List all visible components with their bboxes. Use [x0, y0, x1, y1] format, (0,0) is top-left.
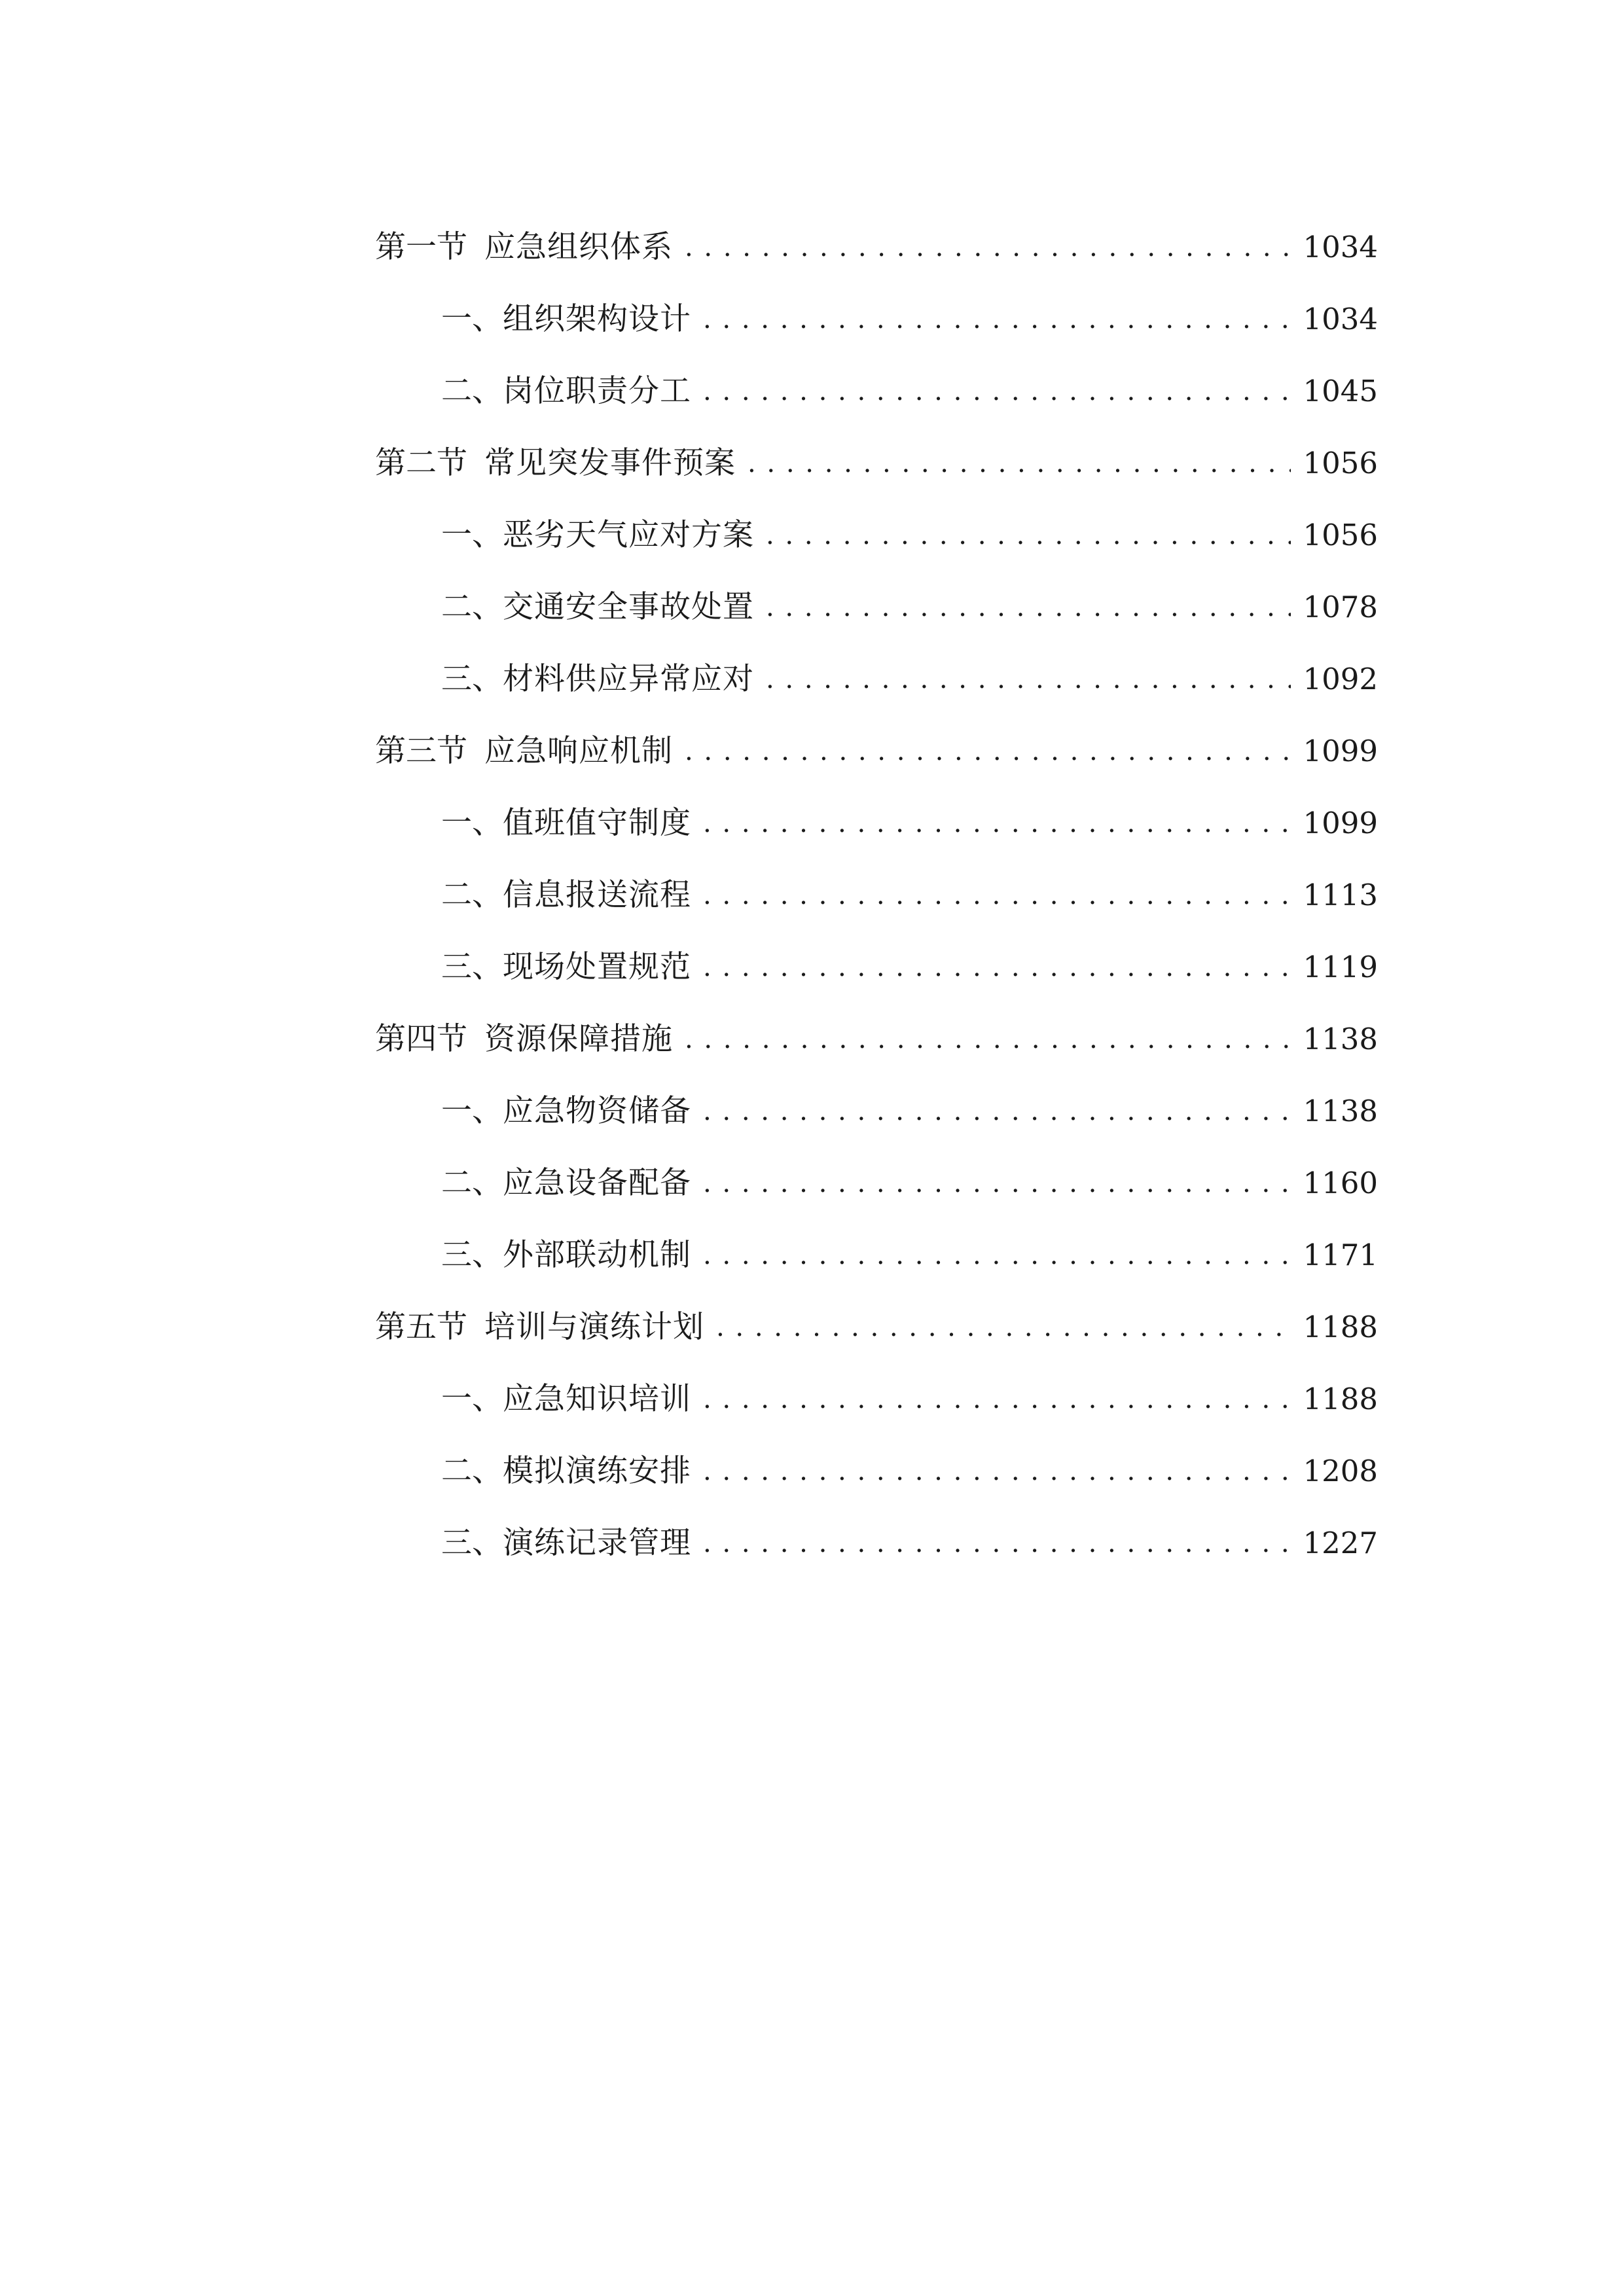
- toc-entry-number: 一、: [441, 1381, 503, 1417]
- toc-section-entry[interactable]: [375, 1274, 1378, 1346]
- toc-dot-leader: [766, 517, 1291, 554]
- toc-section-entry[interactable]: [375, 986, 1378, 1058]
- toc-entry-number: 第一节: [375, 229, 467, 265]
- toc-entry-title: 组织架构设计: [503, 301, 691, 337]
- toc-entry-number: 三、: [441, 661, 503, 697]
- toc-dot-leader: [685, 733, 1291, 770]
- toc-entry-page-number: 1056: [1303, 446, 1378, 480]
- toc-entry-title: 应急设备配备: [503, 1165, 691, 1201]
- toc-dot-leader: [748, 445, 1291, 482]
- toc-entry-title: 应急响应机制: [484, 733, 673, 769]
- toc-dot-leader: [716, 1309, 1291, 1346]
- toc-entry-title: 模拟演练安排: [503, 1453, 691, 1489]
- toc-entry-page-number: 1227: [1303, 1526, 1378, 1560]
- toc-entry-number: 二、: [441, 1165, 503, 1201]
- toc-entry-page-number: 1138: [1303, 1094, 1378, 1128]
- table-of-contents: [375, 194, 1378, 1562]
- toc-subsection-entry[interactable]: [375, 770, 1378, 842]
- toc-entry-page-number: 1138: [1303, 1022, 1378, 1056]
- toc-dot-leader: [703, 1237, 1291, 1274]
- toc-dot-leader: [703, 1453, 1291, 1490]
- toc-entry-page-number: 1188: [1303, 1310, 1378, 1344]
- toc-subsection-entry[interactable]: [375, 1490, 1378, 1562]
- toc-entry-page-number: 1092: [1303, 662, 1378, 696]
- toc-entry-page-number: 1113: [1303, 878, 1378, 912]
- toc-subsection-entry[interactable]: [375, 554, 1378, 626]
- toc-entry-number: 二、: [441, 589, 503, 625]
- toc-entry-number: 二、: [441, 877, 503, 913]
- toc-section-entry[interactable]: [375, 194, 1378, 266]
- toc-subsection-entry[interactable]: [375, 626, 1378, 698]
- toc-subsection-entry[interactable]: [375, 1418, 1378, 1490]
- toc-dot-leader: [703, 805, 1291, 842]
- toc-subsection-entry[interactable]: [375, 1058, 1378, 1130]
- toc-entry-number: 三、: [441, 1525, 503, 1561]
- toc-entry-title: 培训与演练计划: [484, 1309, 704, 1345]
- toc-entry-number: 二、: [441, 1453, 503, 1489]
- toc-entry-number: 第五节: [375, 1309, 467, 1345]
- toc-subsection-entry[interactable]: [375, 1130, 1378, 1202]
- toc-entry-number: 一、: [441, 517, 503, 553]
- toc-dot-leader: [703, 1093, 1291, 1130]
- toc-entry-page-number: 1099: [1303, 806, 1378, 840]
- toc-entry-page-number: 1034: [1303, 302, 1378, 336]
- toc-entry-title: 演练记录管理: [503, 1525, 691, 1561]
- toc-entry-title: 材料供应异常应对: [503, 661, 754, 697]
- toc-entry-number: 第四节: [375, 1021, 467, 1057]
- toc-entry-page-number: 1188: [1303, 1382, 1378, 1416]
- toc-subsection-entry[interactable]: [375, 1202, 1378, 1274]
- toc-entry-title: 应急知识培训: [503, 1381, 691, 1417]
- toc-dot-leader: [766, 661, 1291, 698]
- toc-entry-number: 第三节: [375, 733, 467, 769]
- toc-entry-title: 应急组织体系: [484, 229, 673, 265]
- toc-entry-number: 三、: [441, 1237, 503, 1273]
- toc-entry-number: 三、: [441, 949, 503, 985]
- toc-entry-title: 信息报送流程: [503, 877, 691, 913]
- toc-dot-leader: [766, 589, 1291, 626]
- toc-entry-title: 值班值守制度: [503, 805, 691, 841]
- toc-entry-title: 交通安全事故处置: [503, 589, 754, 625]
- toc-entry-title: 现场处置规范: [503, 949, 691, 985]
- toc-dot-leader: [685, 1021, 1291, 1058]
- toc-entry-page-number: 1208: [1303, 1454, 1378, 1488]
- toc-dot-leader: [703, 949, 1291, 986]
- toc-dot-leader: [703, 1525, 1291, 1562]
- toc-entry-page-number: 1160: [1303, 1166, 1378, 1200]
- toc-entry-title: 岗位职责分工: [503, 373, 691, 409]
- toc-subsection-entry[interactable]: [375, 842, 1378, 914]
- toc-entry-title: 恶劣天气应对方案: [503, 517, 754, 553]
- toc-entry-page-number: 1119: [1303, 950, 1378, 984]
- toc-entry-page-number: 1099: [1303, 734, 1378, 768]
- toc-subsection-entry[interactable]: [375, 266, 1378, 338]
- toc-entry-number: 二、: [441, 373, 503, 409]
- toc-entry-title: 常见突发事件预案: [484, 445, 736, 481]
- toc-dot-leader: [703, 1165, 1291, 1202]
- toc-entry-page-number: 1171: [1303, 1238, 1378, 1272]
- toc-entry-page-number: 1056: [1303, 518, 1378, 552]
- toc-entry-number: 一、: [441, 1093, 503, 1129]
- toc-dot-leader: [703, 877, 1291, 914]
- toc-entry-page-number: 1034: [1303, 230, 1378, 264]
- toc-entry-number: 一、: [441, 301, 503, 337]
- toc-section-entry[interactable]: [375, 410, 1378, 482]
- toc-entry-number: 第二节: [375, 445, 467, 481]
- toc-subsection-entry[interactable]: [375, 1346, 1378, 1418]
- toc-entry-page-number: 1078: [1303, 590, 1378, 624]
- toc-section-entry[interactable]: [375, 698, 1378, 770]
- toc-subsection-entry[interactable]: [375, 914, 1378, 986]
- toc-entry-title: 资源保障措施: [484, 1021, 673, 1057]
- toc-entry-title: 应急物资储备: [503, 1093, 691, 1129]
- toc-entry-page-number: 1045: [1303, 374, 1378, 408]
- toc-dot-leader: [685, 229, 1291, 266]
- toc-entry-title: 外部联动机制: [503, 1237, 691, 1273]
- toc-dot-leader: [703, 301, 1291, 338]
- toc-entry-number: 一、: [441, 805, 503, 841]
- toc-dot-leader: [703, 1381, 1291, 1418]
- toc-subsection-entry[interactable]: [375, 482, 1378, 554]
- toc-dot-leader: [703, 373, 1291, 410]
- toc-subsection-entry[interactable]: [375, 338, 1378, 410]
